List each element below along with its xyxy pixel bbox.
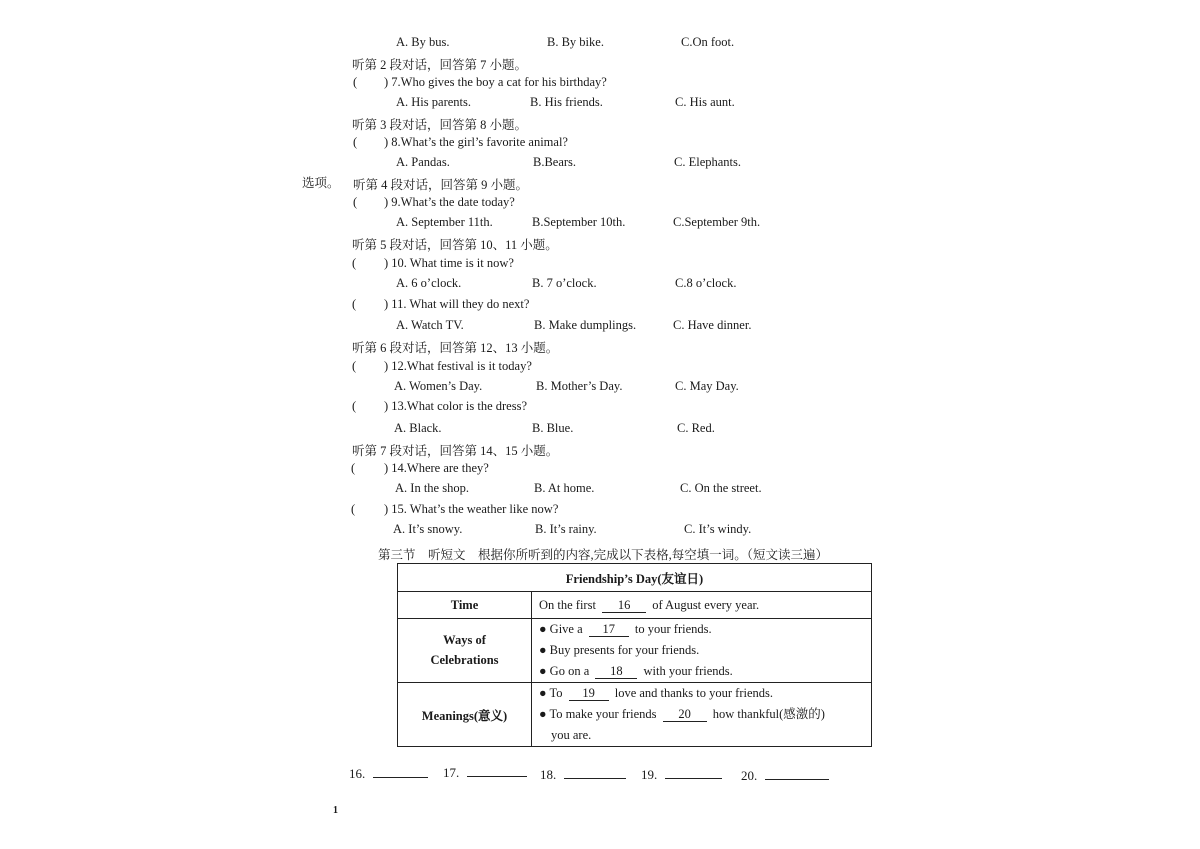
question-text: ) 13.What color is the dress?: [384, 399, 528, 413]
ways-cell: [532, 619, 872, 683]
answer-18[interactable]: [540, 767, 626, 783]
option-c: C. Have dinner.: [673, 318, 752, 332]
way-item: ● Buy presents for your friends.: [539, 643, 700, 657]
question-text: ) 11. What will they do next?: [384, 297, 530, 311]
option-b: B. His friends.: [530, 95, 603, 109]
table-title: Friendship’s Day(友谊日): [398, 564, 872, 592]
section-heading: 听第 5 段对话，回答第 10、11 小题。: [352, 238, 558, 252]
answer-paren[interactable]: (: [351, 502, 356, 516]
option-b: B. Make dumplings.: [534, 318, 637, 332]
answer-line[interactable]: [665, 769, 722, 779]
question-text: ) 14.Where are they?: [384, 461, 489, 475]
answer-number: 17.: [443, 765, 460, 780]
option-a: A. His parents.: [396, 95, 471, 109]
option-b: B. By bike.: [547, 35, 604, 49]
answer-16[interactable]: [349, 766, 428, 782]
ways-label-line1: Ways of: [443, 633, 486, 647]
option-b: B. Blue.: [532, 421, 574, 435]
time-text-post: of August every year.: [652, 597, 760, 612]
page-number: 1: [333, 805, 338, 816]
answer-paren[interactable]: (: [351, 461, 356, 475]
option-b: B. It’s rainy.: [535, 522, 597, 536]
answer-paren[interactable]: (: [353, 195, 358, 209]
blank-18[interactable]: 18: [595, 664, 637, 679]
answer-number: 20.: [741, 768, 758, 783]
way-text-post: to your friends.: [634, 622, 712, 636]
answer-line[interactable]: [467, 767, 527, 777]
time-cell: [532, 592, 872, 619]
meaning-text-post: love and thanks to your friends.: [614, 686, 774, 700]
answer-line[interactable]: [564, 769, 626, 779]
meanings-cell: [532, 683, 872, 747]
answer-line[interactable]: [373, 768, 428, 778]
option-a: A. Black.: [394, 421, 442, 435]
answer-20[interactable]: [741, 768, 829, 784]
meanings-label: Meanings(意义): [398, 683, 532, 747]
option-c: C.On foot.: [681, 35, 735, 49]
option-c: C. May Day.: [675, 379, 739, 393]
question-text: ) 10. What time is it now?: [384, 256, 514, 270]
time-text-pre: On the first: [539, 597, 596, 612]
option-a: A. Women’s Day.: [394, 379, 483, 393]
friendship-day-table: [397, 563, 872, 747]
question-text: ) 12.What festival is it today?: [384, 359, 532, 373]
meaning-item: [539, 704, 871, 725]
meaning-text-post: how thankful(感激的): [712, 707, 825, 721]
option-a: A. September 11th.: [396, 215, 493, 229]
section-heading: 听第 3 段对话，回答第 8 小题。: [352, 118, 528, 132]
option-c: C.September 9th.: [673, 215, 761, 229]
blank-19[interactable]: 19: [569, 686, 609, 701]
option-a: A. It’s snowy.: [393, 522, 463, 536]
question-text: ) 8.What’s the girl’s favorite animal?: [384, 135, 568, 149]
answer-paren[interactable]: (: [353, 75, 358, 89]
way-text-pre: ● Go on a: [539, 664, 590, 678]
section-heading: 听第 4 段对话，回答第 9 小题。: [353, 178, 529, 192]
time-label: Time: [398, 592, 532, 619]
answer-line[interactable]: [765, 770, 829, 780]
answer-number: 16.: [349, 766, 366, 781]
question-text: ) 9.What’s the date today?: [384, 195, 515, 209]
option-a: A. Pandas.: [396, 155, 450, 169]
way-item: [539, 619, 871, 640]
option-b: B. At home.: [534, 481, 595, 495]
answer-paren[interactable]: (: [353, 135, 358, 149]
blank-16[interactable]: 16: [602, 598, 646, 613]
side-note: 选项。: [302, 176, 340, 190]
ways-label-line2: Celebrations: [430, 653, 499, 667]
option-b: B. Mother’s Day.: [536, 379, 623, 393]
answer-number: 19.: [641, 767, 658, 782]
option-c: C. Elephants.: [674, 155, 742, 169]
section-heading: 听第 6 段对话，回答第 12、13 小题。: [352, 341, 559, 355]
option-c: C. On the street.: [680, 481, 762, 495]
answer-number: 18.: [540, 767, 557, 782]
option-b: B.Bears.: [533, 155, 577, 169]
option-b: B. 7 o’clock.: [532, 276, 597, 290]
option-c: C. His aunt.: [675, 95, 735, 109]
option-a: A. Watch TV.: [396, 318, 464, 332]
option-c: C.8 o’clock.: [675, 276, 737, 290]
way-text-pre: ● Give a: [539, 622, 583, 636]
answer-17[interactable]: [443, 765, 527, 781]
ways-label: [398, 619, 532, 683]
question-text: ) 15. What’s the weather like now?: [384, 502, 559, 516]
answer-paren[interactable]: (: [352, 399, 357, 413]
meaning-text-pre: ● To make your friends: [539, 707, 657, 721]
way-item: [539, 661, 871, 682]
option-c: C. Red.: [677, 421, 715, 435]
meaning-item: [539, 683, 871, 704]
option-c: C. It’s windy.: [684, 522, 752, 536]
option-a: A. In the shop.: [395, 481, 469, 495]
answer-19[interactable]: [641, 767, 722, 783]
section-heading: 听第 7 段对话，回答第 14、15 小题。: [352, 444, 559, 458]
meaning-item-cont: you are.: [551, 728, 592, 742]
option-a: A. 6 o’clock.: [396, 276, 462, 290]
way-text-post: with your friends.: [643, 664, 733, 678]
meaning-text-pre: ● To: [539, 686, 563, 700]
answer-paren[interactable]: (: [352, 256, 357, 270]
question-text: ) 7.Who gives the boy a cat for his birthday?: [384, 75, 607, 89]
section-heading: 听第 2 段对话，回答第 7 小题。: [352, 58, 528, 72]
blank-17[interactable]: 17: [589, 622, 629, 637]
option-b: B.September 10th.: [532, 215, 626, 229]
part3-heading: 第三节 听短文 根据你所听到的内容,完成以下表格,每空填一词。（短文读三遍）: [378, 548, 829, 562]
blank-20[interactable]: 20: [663, 707, 707, 722]
option-a: A. By bus.: [396, 35, 450, 49]
answer-paren[interactable]: (: [352, 297, 357, 311]
answer-paren[interactable]: (: [352, 359, 357, 373]
